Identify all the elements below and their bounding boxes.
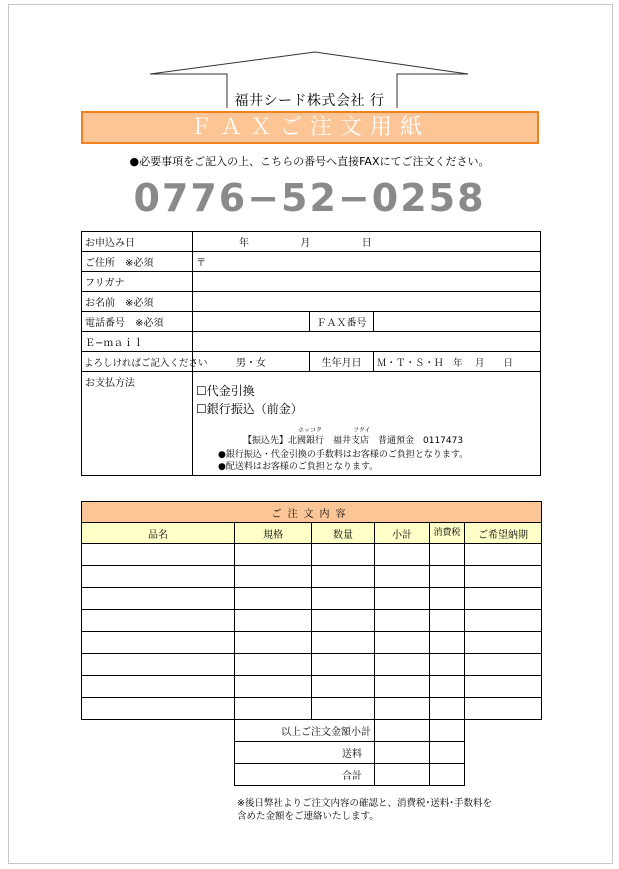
payment-cell bbox=[193, 372, 541, 476]
row-date bbox=[82, 232, 541, 252]
phone-label: 電話番号 ※必須 bbox=[82, 312, 193, 332]
email-field[interactable] bbox=[193, 332, 541, 352]
order-section-title: ご注文内容 bbox=[82, 502, 542, 523]
payment-label: お支払方法 bbox=[82, 372, 193, 476]
name-label: お名前 ※必須 bbox=[82, 292, 193, 312]
date-year: 年 bbox=[239, 238, 249, 249]
row-shipping bbox=[82, 742, 542, 764]
order-row bbox=[82, 676, 542, 698]
shipping-note: ●配送料はお客様のご負担となります。 bbox=[218, 462, 379, 472]
subtotal-field[interactable] bbox=[375, 720, 430, 742]
payment-transfer-option[interactable]: ☐銀行振込（前金） bbox=[196, 402, 303, 416]
subtotal-label: 以上ご注文金額小計 bbox=[235, 720, 375, 742]
row-phone bbox=[82, 312, 541, 332]
row-address bbox=[82, 252, 541, 272]
order-row bbox=[82, 566, 542, 588]
shipping-tax-field[interactable] bbox=[430, 742, 465, 764]
total-field[interactable] bbox=[375, 764, 430, 786]
order-footnote bbox=[237, 797, 492, 823]
furigana-field[interactable] bbox=[193, 272, 541, 292]
footnote-line-1: ※後日弊社よりご注文内容の確認と、消費税･送料･手数料を bbox=[237, 798, 492, 809]
row-optional bbox=[82, 352, 541, 372]
col-tax: 消費税 bbox=[430, 523, 465, 544]
branch-ruby: フクイ bbox=[353, 427, 371, 434]
date-label: お申込み日 bbox=[82, 232, 193, 252]
postal-mark: 〒 bbox=[196, 258, 206, 269]
email-label: Ｅ−ｍａｉｌ bbox=[82, 332, 193, 352]
fee-note: ●銀行振込・代金引換の手数料はお客様のご負担となります。 bbox=[218, 450, 469, 460]
order-section-header bbox=[82, 502, 542, 523]
date-field[interactable] bbox=[193, 232, 541, 252]
col-subtotal: 小計 bbox=[375, 523, 430, 544]
instruction-text: ●必要事項をご記入の上、こちらの番号へ直接FAXにてご注文ください。 bbox=[129, 155, 490, 168]
payment-cod-option[interactable]: ☐代金引換 bbox=[196, 384, 255, 398]
date-month: 月 bbox=[300, 238, 311, 249]
row-furigana bbox=[82, 272, 541, 292]
furigana-label: フリガナ bbox=[82, 272, 193, 292]
col-delivery: ご希望納期 bbox=[465, 523, 542, 544]
birthday-label: 生年月日 bbox=[310, 352, 374, 372]
fax-field[interactable] bbox=[374, 312, 541, 332]
order-row bbox=[82, 544, 542, 566]
address-field[interactable] bbox=[193, 252, 541, 272]
birthday-field[interactable]: Ｍ・Ｔ・Ｓ・Ｈ 年 月 日 bbox=[374, 352, 541, 372]
row-total bbox=[82, 764, 542, 786]
col-product: 品名 bbox=[82, 523, 235, 544]
row-payment bbox=[82, 372, 541, 476]
row-subtotal bbox=[82, 720, 542, 742]
order-row bbox=[82, 632, 542, 654]
fax-number: 0776−52−0258 bbox=[133, 176, 486, 220]
name-field[interactable] bbox=[193, 292, 541, 312]
recipient-name: 福井シード株式会社 行 bbox=[234, 93, 385, 109]
form-title: ＦＡＸご注文用紙 bbox=[81, 111, 539, 144]
shipping-label: 送料 bbox=[235, 742, 375, 764]
order-row bbox=[82, 588, 542, 610]
fax-label: ＦＡＸ番号 bbox=[310, 312, 374, 332]
optional-label: よろしければご記入ください bbox=[82, 352, 193, 372]
order-table bbox=[81, 501, 542, 786]
row-email bbox=[82, 332, 541, 352]
subtotal-tax-field[interactable] bbox=[430, 720, 465, 742]
customer-info-table bbox=[81, 231, 541, 476]
row-name bbox=[82, 292, 541, 312]
gender-options[interactable]: 男・女 bbox=[193, 352, 310, 372]
col-spec: 規格 bbox=[235, 523, 312, 544]
address-label: ご住所 ※必須 bbox=[82, 252, 193, 272]
col-qty: 数量 bbox=[312, 523, 375, 544]
order-row bbox=[82, 610, 542, 632]
shipping-field[interactable] bbox=[375, 742, 430, 764]
total-tax-field[interactable] bbox=[430, 764, 465, 786]
date-day: 日 bbox=[361, 238, 372, 249]
order-row bbox=[82, 654, 542, 676]
bank-ruby: ホッコク bbox=[298, 427, 323, 434]
phone-field[interactable] bbox=[193, 312, 310, 332]
order-row bbox=[82, 698, 542, 720]
bank-info: 【振込先】北國銀行 福井支店 普通預金 0117473 bbox=[243, 436, 464, 446]
order-column-headers bbox=[82, 523, 542, 544]
total-label: 合計 bbox=[235, 764, 375, 786]
footnote-line-2: 含めた金額をご連絡いたします。 bbox=[237, 811, 379, 822]
